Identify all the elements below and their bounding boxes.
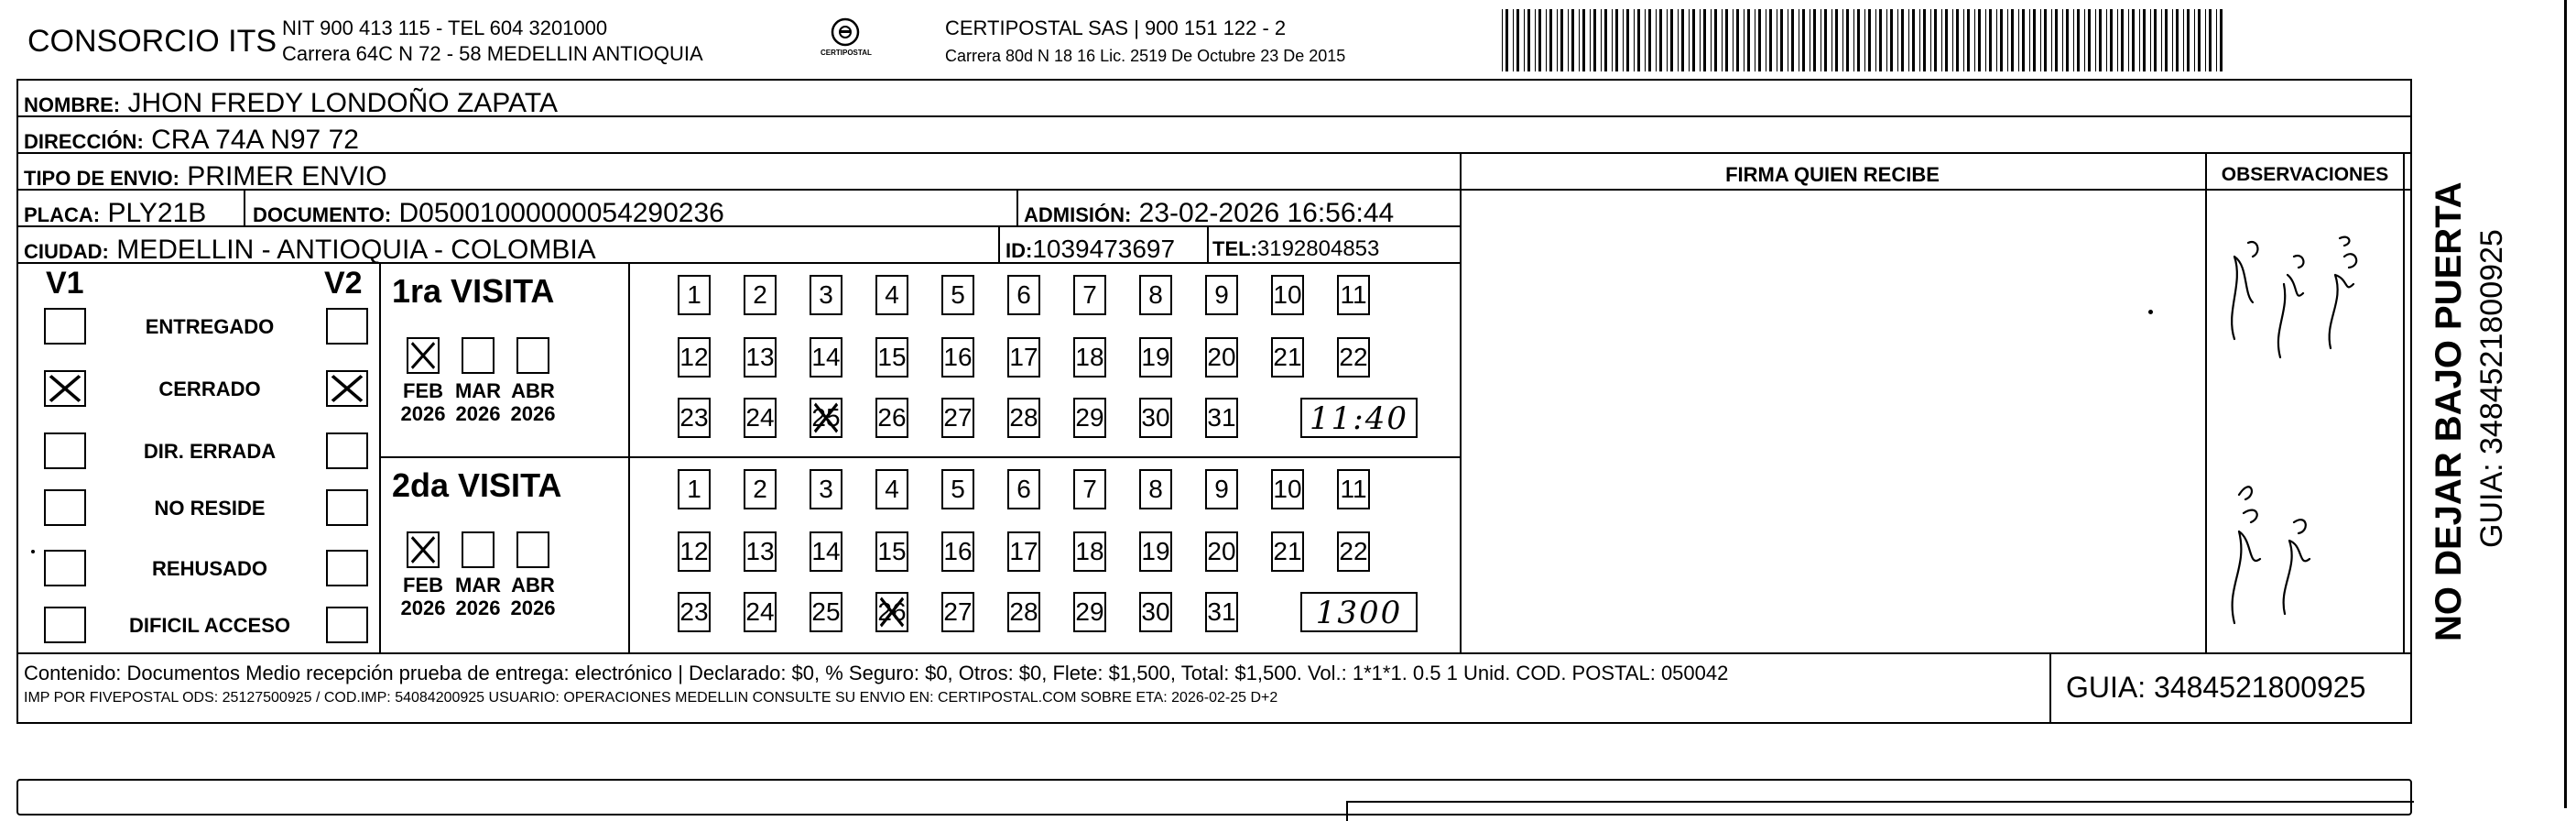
barcode-bar [2143, 9, 2146, 71]
x-mark [811, 400, 841, 436]
barcode-bar [2209, 9, 2212, 71]
barcode-bar [1747, 9, 1750, 71]
barcode-bar [2055, 9, 2058, 71]
divider [998, 225, 1000, 262]
day-box[interactable]: 5 [941, 275, 974, 315]
day-box[interactable]: 13 [744, 337, 777, 378]
day-box[interactable]: 24 [744, 398, 777, 438]
barcode-bar [2007, 9, 2008, 71]
barcode-bar [1593, 9, 1596, 71]
barcode-bar [1842, 9, 1843, 71]
barcode-bar [1846, 9, 1849, 71]
status-label: DIFICIL ACCESO [128, 614, 290, 637]
barcode-bar [1703, 9, 1706, 71]
status-v2-checkbox[interactable] [326, 370, 368, 407]
barcode-bar [2176, 9, 2179, 71]
divider [2049, 652, 2051, 724]
barcode-bar [1527, 9, 1530, 71]
month-checkbox[interactable] [516, 337, 549, 374]
divider [1207, 225, 1209, 262]
month-label [505, 574, 560, 620]
name-label: NOMBRE: [24, 93, 121, 116]
day-box[interactable]: 3 [810, 275, 842, 315]
barcode-bar [1582, 9, 1585, 71]
barcode-bar [1535, 9, 1536, 71]
signature-header: FIRMA QUIEN RECIBE [1725, 163, 1940, 186]
barcode-bar [2066, 9, 2069, 71]
month-year: 2026 [400, 402, 446, 426]
barcode-bar [1604, 9, 1607, 71]
barcode-bar [2011, 9, 2014, 71]
barcode-bar [1579, 9, 1580, 71]
barcode-bar [1667, 9, 1668, 71]
barcode-bar [1689, 9, 1690, 71]
day-box[interactable]: 9 [1205, 469, 1238, 509]
day-box[interactable]: 8 [1139, 469, 1172, 509]
day-box[interactable]: 6 [1007, 275, 1040, 315]
status-label: REHUSADO [152, 557, 267, 580]
plate-label: PLACA: [24, 203, 101, 226]
barcode-bar [1831, 9, 1832, 71]
day-box[interactable]: 29 [1073, 398, 1106, 438]
divider [16, 652, 2412, 654]
barcode-bar [1538, 9, 1541, 71]
barcode-bar [1678, 9, 1679, 71]
status-label: DIR. ERRADA [143, 440, 277, 463]
barcode-bar [1989, 9, 1992, 71]
month-year: 2026 [455, 597, 501, 620]
day-box[interactable]: 30 [1139, 592, 1172, 632]
status-label: ENTREGADO [145, 315, 275, 338]
barcode-bar [1711, 9, 1712, 71]
month-year: 2026 [455, 402, 501, 426]
day-box[interactable]: 31 [1205, 592, 1238, 632]
barcode-bar [2051, 9, 2052, 71]
barcode-bar [1930, 9, 1931, 71]
admission-date: 23-02-2026 16:56:44 [1138, 198, 1395, 228]
barcode-bar [1612, 9, 1613, 71]
plate: PLY21B [107, 198, 207, 228]
barcode-bar [1656, 9, 1657, 71]
barcode-bar [1923, 9, 1926, 71]
month-name: MAR [454, 574, 502, 597]
barcode-bar [2132, 9, 2135, 71]
operator-name: CERTIPOSTAL SAS | 900 151 122 - 2 [945, 16, 1287, 39]
divider [1460, 189, 2403, 191]
barcode-bar [1670, 9, 1673, 71]
day-box[interactable]: 17 [1007, 531, 1040, 572]
barcode-bar [2040, 9, 2041, 71]
month-name: ABR [511, 574, 555, 597]
stray-mark [31, 550, 35, 553]
barcode-bar [1835, 9, 1838, 71]
status-v2-checkbox[interactable] [326, 308, 368, 345]
day-box[interactable]: 28 [1007, 398, 1040, 438]
barcode-bar [2194, 9, 2195, 71]
day-box[interactable]: 1 [678, 275, 711, 315]
recipient-name: JHON FREDY LONDOÑO ZAPATA [127, 88, 558, 118]
day-box[interactable]: 21 [1271, 337, 1304, 378]
day-box[interactable]: 22 [1337, 337, 1370, 378]
barcode-bar [1502, 9, 1503, 71]
visit-title: 1ra VISITA [392, 272, 555, 310]
day-box[interactable]: 25 [810, 398, 842, 438]
city: MEDELLIN - ANTIOQUIA - COLOMBIA [116, 235, 596, 265]
day-box[interactable]: 2 [744, 275, 777, 315]
barcode-bar [2220, 9, 2223, 71]
barcode-bar [1919, 9, 1920, 71]
day-box[interactable]: 11 [1337, 469, 1370, 509]
day-box[interactable]: 26 [875, 398, 908, 438]
barcode-bar [1568, 9, 1569, 71]
barcode-bar [1524, 9, 1525, 71]
divider [379, 456, 1460, 458]
barcode-bar [1912, 9, 1915, 71]
barcode-bar [2161, 9, 2162, 71]
barcode-bar [2062, 9, 2063, 71]
divider [1460, 152, 1462, 652]
divider [1016, 189, 1018, 225]
barcode-bar [1864, 9, 1865, 71]
month-checkbox[interactable] [462, 531, 495, 568]
day-box[interactable]: 2 [744, 469, 777, 509]
day-box[interactable]: 8 [1139, 275, 1172, 315]
month-year: 2026 [510, 597, 556, 620]
send-type: PRIMER ENVIO [187, 161, 387, 192]
day-box[interactable]: 22 [1337, 531, 1370, 572]
footer-guide: GUIA: 3484521800925 [2066, 671, 2366, 704]
barcode-bar [1908, 9, 1909, 71]
day-box[interactable]: 1 [678, 469, 711, 509]
divider [244, 189, 245, 225]
barcode-bar [1714, 9, 1717, 71]
next-label-edge-box [1346, 801, 2414, 821]
barcode-bar [1886, 9, 1887, 71]
barcode-bar [2033, 9, 2036, 71]
barcode-bar [1956, 9, 1959, 71]
barcode-bar [1601, 9, 1602, 71]
logo-text: CERTIPOSTAL [821, 49, 872, 57]
barcode-bar [1571, 9, 1574, 71]
day-box[interactable]: 11 [1337, 275, 1370, 315]
certipostal-logo [813, 16, 877, 62]
day-box[interactable]: 12 [678, 531, 711, 572]
barcode-bar [2110, 9, 2113, 71]
barcode-bar [2187, 9, 2190, 71]
day-box[interactable]: 15 [875, 337, 908, 378]
barcode-bar [1802, 9, 1805, 71]
barcode-bar [2022, 9, 2025, 71]
barcode-bar [2084, 9, 2085, 71]
status-v2-checkbox[interactable] [326, 607, 368, 643]
barcode-bar [1637, 9, 1640, 71]
barcode-bar [1505, 9, 1508, 71]
barcode-bar [1645, 9, 1646, 71]
day-box[interactable]: 18 [1073, 531, 1106, 572]
month-year: 2026 [510, 402, 556, 426]
status-label: NO RESIDE [154, 497, 266, 520]
barcode-bar [2029, 9, 2030, 71]
footer-print-info: IMP POR FIVEPOSTAL ODS: 25127500925 / COD.IMP: 54084200925 USUARIO: OPERACIONES MEDELLIN CONSULTE SU ENVIO EN: CERTIPOSTAL.COM SOBRE ETA: 2026-02-25 D+2 [24, 690, 1278, 706]
x-mark [328, 372, 366, 405]
barcode-bar [2150, 9, 2151, 71]
day-box[interactable]: 24 [744, 592, 777, 632]
barcode-bar [2088, 9, 2091, 71]
barcode-bar [2128, 9, 2129, 71]
barcode-bar [1725, 9, 1728, 71]
document-label: DOCUMENTO: [253, 203, 392, 226]
status-v1-checkbox[interactable] [44, 607, 86, 643]
month-label [451, 574, 505, 620]
day-box[interactable]: 27 [941, 592, 974, 632]
day-box[interactable]: 9 [1205, 275, 1238, 315]
barcode-bar [1681, 9, 1684, 71]
page-edge-line [2564, 0, 2567, 808]
divider [2403, 152, 2405, 652]
operator-address: Carrera 80d N 18 16 Lic. 2519 De Octubre 23 De 2015 [945, 47, 1346, 65]
barcode [1502, 9, 2234, 73]
tel-number: 3192804853 [1256, 236, 1380, 261]
x-mark [408, 339, 438, 372]
barcode-bar [1890, 9, 1893, 71]
day-box[interactable]: 6 [1007, 469, 1040, 509]
day-box[interactable]: 30 [1139, 398, 1172, 438]
visit-time: 11:40 [1300, 398, 1418, 438]
day-box[interactable]: 7 [1073, 469, 1106, 509]
barcode-bar [2139, 9, 2140, 71]
signature-mark [2148, 310, 2153, 314]
barcode-bar [1736, 9, 1739, 71]
day-box[interactable]: 10 [1271, 275, 1304, 315]
day-box[interactable]: 19 [1139, 337, 1172, 378]
day-box[interactable]: 3 [810, 469, 842, 509]
barcode-bar [1758, 9, 1761, 71]
visit-time: 1300 [1300, 592, 1418, 632]
barcode-bar [2216, 9, 2217, 71]
barcode-bar [1875, 9, 1876, 71]
barcode-bar [1952, 9, 1953, 71]
barcode-bar [2044, 9, 2047, 71]
day-box[interactable]: 15 [875, 531, 908, 572]
barcode-bar [1615, 9, 1618, 71]
barcode-bar [1879, 9, 1882, 71]
day-box[interactable]: 28 [1007, 592, 1040, 632]
barcode-bar [1659, 9, 1662, 71]
barcode-bar [1868, 9, 1871, 71]
barcode-bar [1945, 9, 1948, 71]
status-v1-checkbox[interactable] [44, 489, 86, 526]
side-guide: GUIA: 3484521800925 [2474, 229, 2509, 548]
day-box[interactable]: 29 [1073, 592, 1106, 632]
barcode-bar [2099, 9, 2102, 71]
barcode-bar [1780, 9, 1783, 71]
month-name: MAR [454, 379, 502, 402]
barcode-bar [1857, 9, 1860, 71]
barcode-bar [1648, 9, 1651, 71]
barcode-bar [1733, 9, 1734, 71]
barcode-bar [1590, 9, 1591, 71]
barcode-bar [1934, 9, 1937, 71]
barcode-bar [1744, 9, 1745, 71]
send-type-label: TIPO DE ENVIO: [24, 167, 179, 190]
tel-label: TEL: [1212, 237, 1257, 260]
day-box[interactable]: 18 [1073, 337, 1106, 378]
barcode-bar [1967, 9, 1970, 71]
month-name: ABR [511, 379, 555, 402]
barcode-bar [2073, 9, 2074, 71]
observations-header: OBSERVACIONES [2221, 164, 2389, 185]
month-year: 2026 [400, 597, 446, 620]
address-label: DIRECCIÓN: [24, 130, 144, 153]
barcode-bar [1513, 9, 1514, 71]
barcode-bar [1996, 9, 1997, 71]
day-box[interactable]: 12 [678, 337, 711, 378]
day-box[interactable]: 21 [1271, 531, 1304, 572]
day-box[interactable]: 13 [744, 531, 777, 572]
barcode-bar [2205, 9, 2206, 71]
barcode-bar [2095, 9, 2096, 71]
status-v2-checkbox[interactable] [326, 432, 368, 469]
barcode-bar [2000, 9, 2003, 71]
barcode-bar [1516, 9, 1519, 71]
barcode-bar [1549, 9, 1552, 71]
status-v2-checkbox[interactable] [326, 489, 368, 526]
day-box[interactable]: 20 [1205, 337, 1238, 378]
day-box[interactable]: 14 [810, 531, 842, 572]
barcode-bar [1557, 9, 1558, 71]
barcode-bar [1791, 9, 1794, 71]
company-address: Carrera 64C N 72 - 58 MEDELLIN ANTIOQUIA [282, 42, 703, 65]
barcode-bar [2018, 9, 2019, 71]
day-box[interactable]: 27 [941, 398, 974, 438]
id-number: 1039473697 [1032, 235, 1176, 263]
barcode-bar [1692, 9, 1695, 71]
day-box[interactable]: 4 [875, 275, 908, 315]
visit-title: 2da VISITA [392, 466, 562, 504]
x-mark [46, 372, 84, 405]
month-checkbox[interactable] [516, 531, 549, 568]
status-label: CERRADO [158, 378, 261, 400]
day-box[interactable]: 16 [941, 337, 974, 378]
month-name: FEB [403, 574, 443, 597]
side-warning: NO DEJAR BAJO PUERTA [2429, 181, 2469, 641]
status-v1-checkbox[interactable] [44, 550, 86, 586]
v2-header: V2 [324, 266, 363, 301]
day-box[interactable]: 20 [1205, 531, 1238, 572]
day-box[interactable]: 4 [875, 469, 908, 509]
day-box[interactable]: 23 [678, 398, 711, 438]
barcode-bar [1963, 9, 1964, 71]
barcode-bar [1985, 9, 1986, 71]
day-box[interactable]: 23 [678, 592, 711, 632]
barcode-bar [1978, 9, 1981, 71]
x-mark [408, 533, 438, 566]
company-nit: NIT 900 413 115 - TEL 604 3201000 [282, 16, 608, 39]
city-label: CIUDAD: [24, 240, 109, 263]
barcode-bar [1941, 9, 1942, 71]
day-box[interactable]: 10 [1271, 469, 1304, 509]
day-box[interactable]: 31 [1205, 398, 1238, 438]
barcode-bar [1626, 9, 1629, 71]
footer-content: Contenido: Documentos Medio recepción prueba de entrega: electrónico | Declarado: $0, % Seguro: $0, Otros: $0, Flete: $1,500, Total: $1,500. Vol.: 1*1*1. 0.5 1 Unid. COD. POSTAL: 050042 [24, 662, 1729, 684]
month-checkbox[interactable] [462, 337, 495, 374]
barcode-bar [1700, 9, 1701, 71]
month-label [396, 379, 451, 426]
month-label [451, 379, 505, 426]
recipient-address: CRA 74A N97 72 [151, 125, 359, 155]
barcode-bar [2077, 9, 2080, 71]
barcode-bar [1897, 9, 1898, 71]
day-box[interactable]: 26 [875, 592, 908, 632]
id-label: ID: [1005, 239, 1033, 262]
status-v1-checkbox[interactable] [44, 308, 86, 345]
divider [16, 152, 2412, 154]
v1-header: V1 [46, 266, 84, 301]
x-mark [877, 594, 907, 630]
day-box[interactable]: 19 [1139, 531, 1172, 572]
barcode-bar [1623, 9, 1624, 71]
month-checkbox[interactable] [407, 337, 440, 374]
day-box[interactable]: 7 [1073, 275, 1106, 315]
day-box[interactable]: 14 [810, 337, 842, 378]
barcode-bar [1769, 9, 1772, 71]
barcode-bar [1824, 9, 1827, 71]
barcode-bar [2117, 9, 2118, 71]
barcode-bar [1901, 9, 1904, 71]
month-label [396, 574, 451, 620]
barcode-bar [1546, 9, 1547, 71]
company-name: CONSORCIO ITS [27, 24, 277, 59]
month-checkbox[interactable] [407, 531, 440, 568]
barcode-bar [2106, 9, 2107, 71]
handwritten-observations [2207, 202, 2401, 651]
barcode-bar [1853, 9, 1854, 71]
status-v1-checkbox[interactable] [44, 370, 86, 407]
month-label [505, 379, 560, 426]
barcode-bar [2154, 9, 2157, 71]
admission-label: ADMISIÓN: [1024, 203, 1132, 226]
barcode-bar [2198, 9, 2201, 71]
day-box[interactable]: 5 [941, 469, 974, 509]
barcode-bar [1634, 9, 1635, 71]
barcode-bar [1722, 9, 1723, 71]
day-box[interactable]: 17 [1007, 337, 1040, 378]
status-v1-checkbox[interactable] [44, 432, 86, 469]
day-box[interactable]: 16 [941, 531, 974, 572]
barcode-bar [2165, 9, 2168, 71]
barcode-bar [1560, 9, 1563, 71]
document-number: D05001000000054290236 [398, 198, 724, 228]
status-v2-checkbox[interactable] [326, 550, 368, 586]
barcode-bar [1974, 9, 1975, 71]
barcode-bar [2172, 9, 2173, 71]
month-name: FEB [403, 379, 443, 402]
barcode-bar [2121, 9, 2124, 71]
barcode-bar [1813, 9, 1816, 71]
day-box[interactable]: 25 [810, 592, 842, 632]
barcode-bar [2183, 9, 2184, 71]
